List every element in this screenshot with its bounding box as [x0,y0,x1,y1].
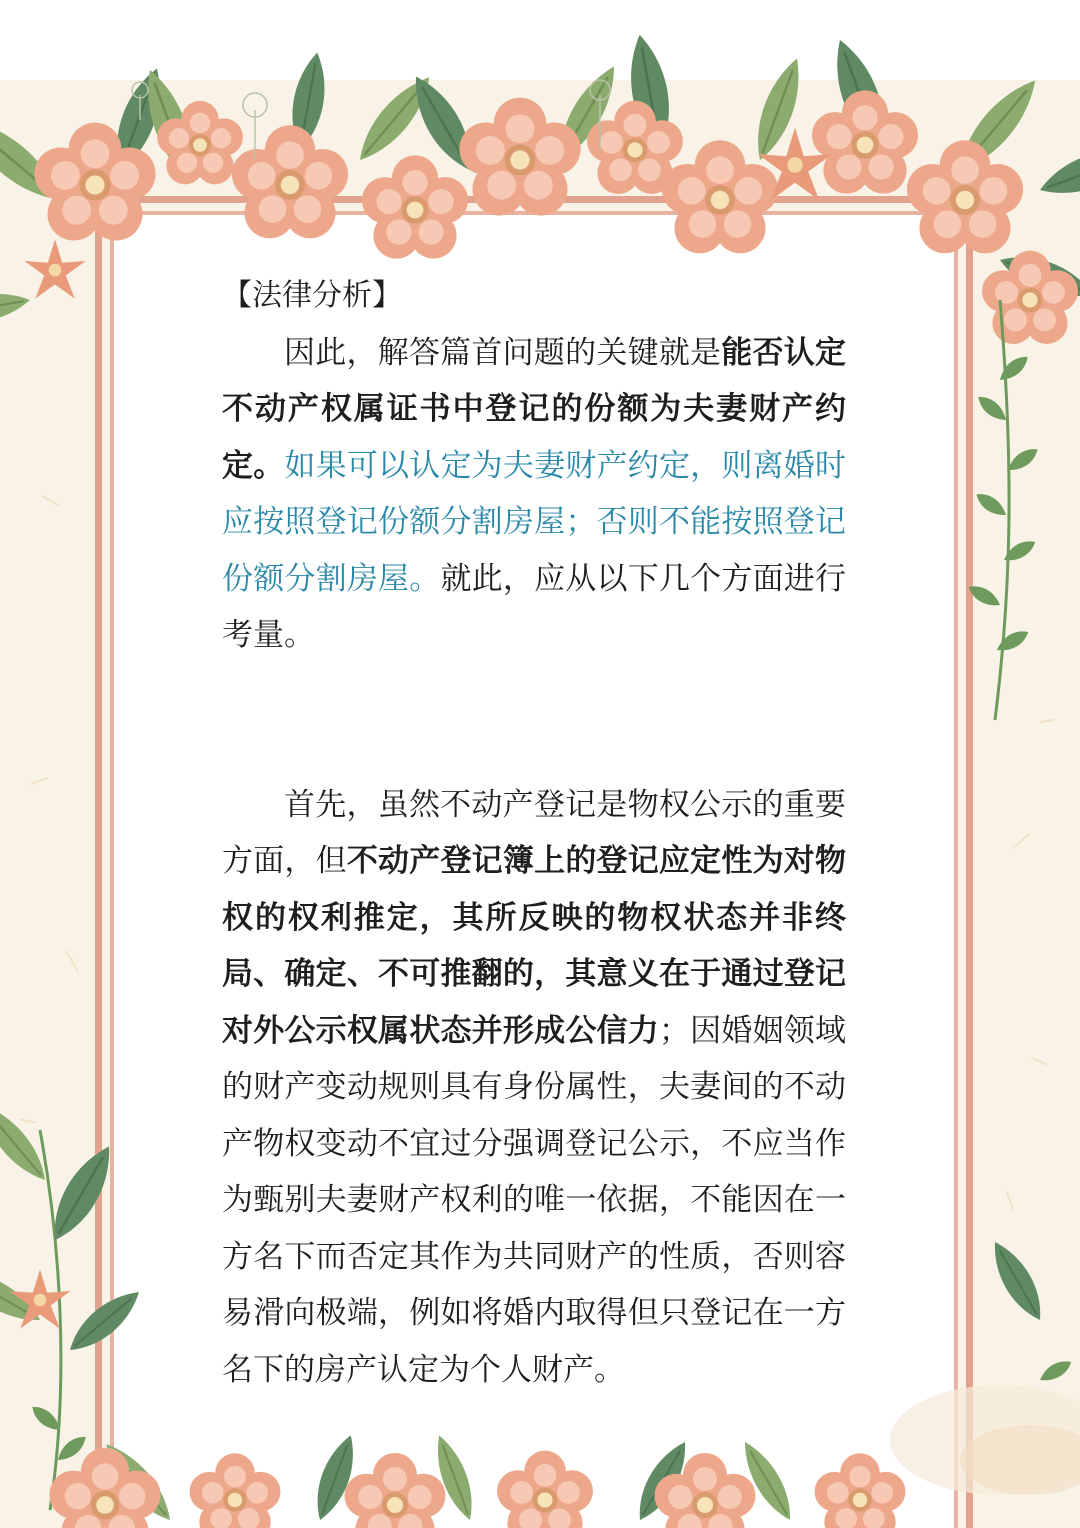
paragraph-2-bold: 不动产登记簿上的登记应定性为对物权的权利推定，其所反映的物权状态并非终局、确定、不可推翻的，其意义在于通过登记对外公示权属状态并形成公信力 [222,843,846,1049]
document-body [222,268,846,1398]
paragraph-spacer [222,664,846,777]
paragraph-1-highlight: 如果可以认定为夫妻财产约定，则离婚时应按照登记份额分割房屋；否则不能按照登记份额分割房屋。 [222,447,846,597]
paragraph-1-intro: 因此，解答篇首问题的关键就是 [284,334,722,371]
paragraph-1-bold: 能否认定不动产权属证书中登记的份额为夫妻财产约定。 [222,334,847,484]
paragraph-2-tail: ；因婚姻领域的财产变动规则具有身份属性，夫妻间的不动产物权变动不宜过分强调登记公示，不应当作为甄别夫妻财产权利的唯一依据，不能因在一方名下而否定其作为共同财产的性质，否则容易滑向极端，例如将婚内取得但只登记在一方名下的房产认定为个人财产。 [222,1012,847,1388]
paragraph-2-intro: 首先，虽然不动产登记是物权公示的重要方面，但 [222,786,846,879]
paragraph-1-tail: 就此，应从以下几个方面进行考量。 [222,560,847,653]
paragraph-1 [222,325,846,664]
paragraph-2 [222,777,846,1399]
section-heading: 【法律分析】 [222,278,402,313]
